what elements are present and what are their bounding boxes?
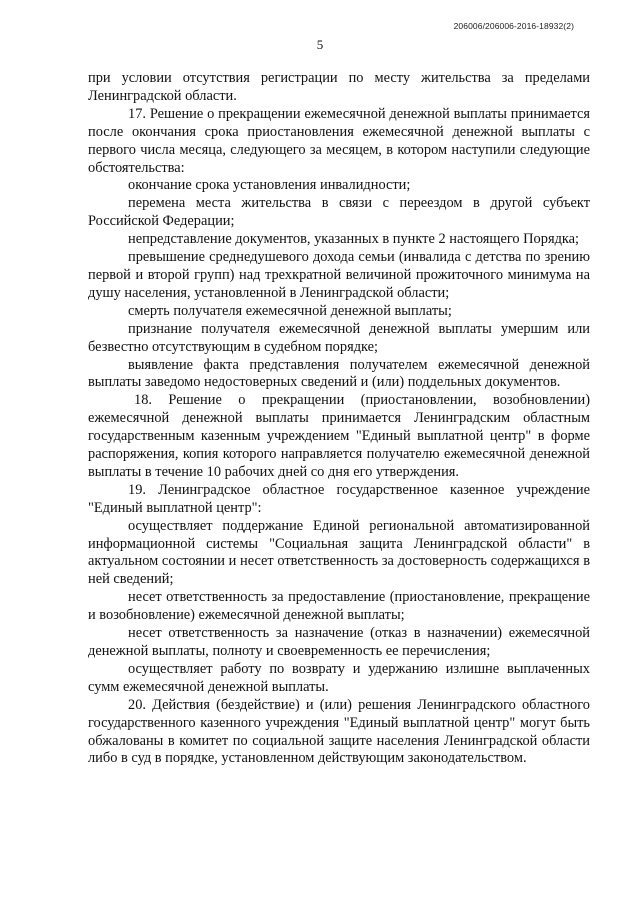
paragraph-continuation: при условии отсутствия регистрации по месту жительства за пределами Ленинградской области. bbox=[88, 70, 590, 104]
page-number: 5 bbox=[316, 37, 324, 52]
list-item: выявление факта представления получателем ежемесячной денежной выплаты заведомо недостоверных сведений и (или) поддельных документов. bbox=[88, 356, 590, 391]
list-item: перемена места жительства в связи с переездом в другой субъект Российской Федерации; bbox=[88, 195, 590, 230]
paragraph-19: 19. Ленинградское областное государственное казенное учреждение "Единый выплатной центр": bbox=[88, 481, 590, 516]
list-item: смерть получателя ежемесячной денежной выплаты; bbox=[128, 302, 452, 319]
list-item: признание получателя ежемесячной денежной выплаты умершим или безвестно отсутствующим в судебном порядке; bbox=[88, 320, 590, 355]
list-item: непредставление документов, указанных в пункте 2 настоящего Порядка; bbox=[128, 231, 580, 248]
document-body bbox=[88, 70, 590, 768]
list-item: несет ответственность за назначение (отказ в назначении) ежемесячной денежной выплаты, полноту и своевременность ее перечисления; bbox=[88, 625, 590, 659]
document-id: 206006/206006-2016-18932(2) bbox=[453, 21, 574, 31]
list-item: окончание срока установления инвалидности; bbox=[128, 177, 411, 194]
paragraph-20: 20. Действия (бездействие) и (или) решения Ленинградского областного государственного казенного учреждения "Единый выплатной центр" могут быть обжалованы в комитет по социальной защите населения Ленинградской области либо в суд в порядке, установленном действующим законодательством. bbox=[88, 696, 590, 767]
paragraph-18: 18. Решение о прекращении (приостановлении, возобновлении) ежемесячной денежной выплаты принимается Ленинградским областным государственным казенным учреждением "Единый выплатной центр" в форме распоряжения, копия которого направляется получателю ежемесячной денежной выплаты в течение 10 рабочих дней со дня его утверждения. bbox=[88, 392, 590, 480]
list-item: превышение среднедушевого дохода семьи (инвалида с детства по зрению первой и второй групп) над трехкратной величиной прожиточного минимума на душу населения, установленной в Ленинградской области; bbox=[88, 249, 590, 301]
paragraph-17: 17. Решение о прекращении ежемесячной денежной выплаты принимается после окончания срока приостановления ежемесячной денежной выплаты с первого числа месяца, следующего за месяцем, в котором наступили следующие обстоятельства: bbox=[88, 105, 590, 176]
list-item: несет ответственность за предоставление (приостановление, прекращение и возобновление) ежемесячной денежной выплаты; bbox=[88, 589, 590, 624]
list-item: осуществляет поддержание Единой региональной автоматизированной информационной системы "Социальная защита Ленинградской области" в актуальном состоянии и несет ответственность за достоверность содержащихся в ней сведений; bbox=[88, 517, 590, 588]
list-item: осуществляет работу по возврату и удержанию излишне выплаченных сумм ежемесячной денежной выплаты. bbox=[88, 660, 590, 695]
